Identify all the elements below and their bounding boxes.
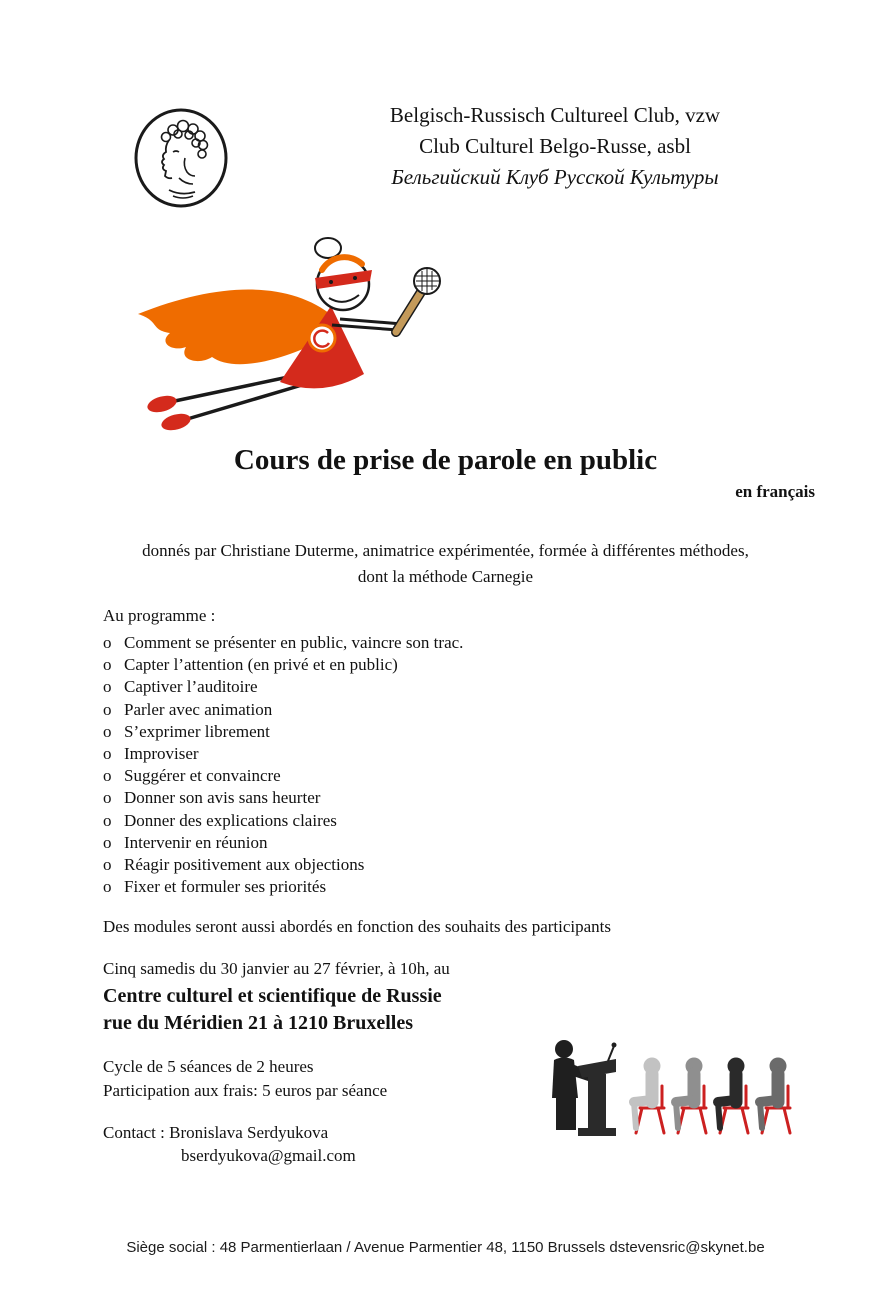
program-item [103, 854, 463, 876]
program-item [103, 810, 463, 832]
bullet-marker: o [103, 721, 112, 741]
bullet-marker: o [103, 744, 112, 764]
bullet-marker: o [103, 855, 112, 875]
language-note: en français [735, 482, 815, 501]
club-name-french: Club Culturel Belgo-Russe, asbl [419, 134, 691, 158]
program-item-text: Improviser [124, 744, 199, 764]
venue-address: rue du Méridien 21 à 1210 Bruxelles [103, 1012, 413, 1034]
eye [353, 276, 357, 280]
program-item-text: Parler avec animation [124, 699, 273, 719]
page-title: Cours de prise de parole en public [233, 444, 658, 476]
contact-email: bserdyukova@gmail.com [181, 1146, 356, 1165]
program-item [103, 654, 463, 676]
program-item-text: S’exprimer librement [124, 721, 270, 741]
contact-name: Contact : Bronislava Serdyukova [103, 1123, 329, 1142]
schedule-dates: Cinq samedis du 30 janvier au 27 février, à 10h, au [103, 959, 450, 978]
program-item-text: Intervenir en réunion [124, 832, 268, 852]
audience-member [676, 1058, 703, 1129]
bullet-marker: o [103, 832, 112, 852]
shoe [160, 411, 193, 433]
program-item [103, 721, 463, 743]
pushkin-portrait-logo [133, 106, 230, 210]
microphone-handle [396, 292, 421, 332]
program-item-text: Fixer et formuler ses priorités [124, 877, 327, 897]
club-name-dutch: Belgisch-Russisch Cultureel Club, vzw [389, 103, 721, 127]
lectern [578, 1059, 616, 1136]
lectern-microphone [608, 1046, 614, 1061]
shoe [146, 393, 179, 415]
program-item-text: Suggérer et convaincre [124, 766, 281, 786]
arms [332, 319, 402, 330]
program-item-text: Captiver l’auditoire [124, 677, 258, 697]
program-item-text: Donner des explications claires [124, 810, 337, 830]
bullet-marker: o [103, 877, 112, 897]
program-item [103, 743, 463, 765]
bullet-marker: o [103, 766, 112, 786]
cycle-block [103, 1055, 387, 1103]
program-item [103, 632, 463, 654]
program-item-text: Réagir positivement aux objections [124, 855, 365, 875]
bullet-marker: o [103, 699, 112, 719]
club-name-russian: Бельгийский Клуб Русской Культуры [391, 165, 719, 189]
chairs [636, 1086, 790, 1133]
program-item-text: Donner son avis sans heurter [124, 788, 321, 808]
program-item [103, 699, 463, 721]
venue-name: Centre culturel et scientifique de Russie [103, 985, 442, 1007]
cycle-info: Cycle de 5 séances de 2 heures [103, 1057, 314, 1076]
intro-line1: donnés par Christiane Duterme, animatrice expérimentée, formée à différentes méthodes, [142, 541, 749, 560]
modules-note: Des modules seront aussi abordés en fonction des souhaits des participants [103, 917, 612, 936]
fee-info: Participation aux frais: 5 euros par séance [103, 1081, 388, 1100]
lectern-microphone-head [612, 1043, 617, 1048]
bullet-marker: o [103, 677, 112, 697]
venue-block [103, 983, 442, 1037]
audience-member [760, 1058, 787, 1129]
intro-block [0, 538, 891, 590]
program-heading: Au programme : [103, 606, 216, 625]
program-item [103, 876, 463, 898]
footer-address: Siège social : 48 Parmentierlaan / Avenue Parmentier 48, 1150 Brussels dstevensric@skynet.be [126, 1239, 765, 1256]
bullet-marker: o [103, 788, 112, 808]
hair-loop [315, 238, 341, 258]
intro-line2: dont la méthode Carnegie [357, 567, 534, 586]
bullet-marker: o [103, 810, 112, 830]
program-item [103, 832, 463, 854]
program-item [103, 765, 463, 787]
audience-illustration [528, 1036, 800, 1143]
program-item [103, 787, 463, 809]
club-header [260, 100, 850, 193]
bullet-marker: o [103, 655, 112, 675]
speaker-silhouette [552, 1040, 592, 1130]
program-list [103, 632, 463, 898]
audience-member [634, 1058, 661, 1129]
superhero-speaker-illustration [118, 224, 448, 439]
program-item-text: Capter l’attention (en privé et en public) [124, 655, 398, 675]
audience-member [718, 1058, 745, 1129]
bullet-marker: o [103, 633, 112, 652]
program-item-text: Comment se présenter en public, vaincre son trac. [124, 633, 464, 652]
eye [329, 280, 333, 284]
program-item [103, 676, 463, 698]
